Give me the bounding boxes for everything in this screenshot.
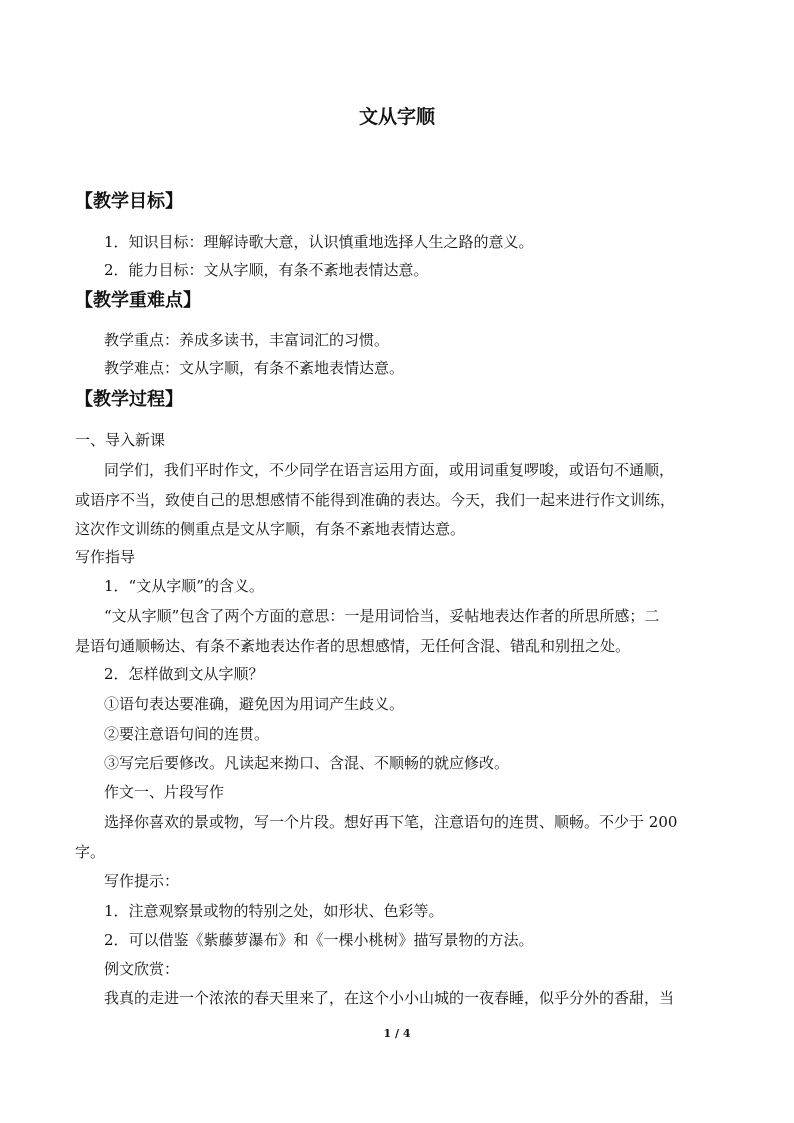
process-line: 写作提示： [104, 872, 180, 890]
process-line: “文从字顺”包含了两个方面的意思：一是用词恰当，妥帖地表达作者的所思所感；二 [104, 607, 660, 625]
process-line: ①语句表达要准确，避免因为用词产生歧义。 [104, 695, 405, 713]
section-heading-key-points: 【教学重难点】 [75, 290, 201, 311]
process-line: ②要注意语句间的连贯。 [104, 725, 270, 743]
key-point-item: 教学难点：文从字顺，有条不紊地表情达意。 [104, 359, 405, 377]
goal-item: 1．知识目标：理解诗歌大意，认识慎重地选择人生之路的意义。 [104, 233, 534, 251]
process-line: 选择你喜欢的景或物，写一个片段。想好再下笔，注意语句的连贯、顺畅。不少于 200 [104, 813, 678, 831]
process-line: 例文欣赏： [104, 960, 180, 978]
process-line: 或语序不当，致使自己的思想感情不能得到准确的表达。今天，我们一起来进行作文训练， [75, 491, 676, 509]
process-line: 1．“文从字顺”的含义。 [104, 577, 264, 595]
key-point-item: 教学重点：养成多读书，丰富词汇的习惯。 [104, 331, 390, 349]
process-line: 是语句通顺畅达、有条不紊地表达作者的思想感情，无任何含混、错乱和别扭之处。 [75, 637, 631, 655]
page-number: 1 / 4 [383, 1027, 411, 1040]
process-line: 我真的走进一个浓浓的春天里来了，在这个小小山城的一夜春睡，似乎分外的香甜，当 [104, 989, 675, 1007]
process-line: 2．可以借鉴《紫藤萝瀑布》和《一棵小桃树》描写景物的方法。 [104, 931, 534, 949]
process-line: 这次作文训练的侧重点是文从字顺，有条不紊地表情达意。 [75, 520, 466, 538]
process-line: 作文一、片段写作 [104, 783, 225, 801]
section-heading-goals: 【教学目标】 [75, 191, 183, 212]
process-line: 1．注意观察景或物的特别之处，如形状、色彩等。 [104, 902, 444, 920]
page-title: 文从字顺 [358, 106, 435, 128]
goal-item: 2．能力目标：文从字顺，有条不紊地表情达意。 [104, 261, 429, 279]
process-line: 一、导入新课 [75, 431, 166, 449]
process-line: 同学们，我们平时作文，不少同学在语言运用方面，或用词重复啰唆，或语句不通顺， [104, 461, 675, 479]
process-line: 写作指导 [75, 548, 136, 566]
section-heading-process: 【教学过程】 [75, 389, 183, 410]
process-line: 字。 [75, 843, 106, 861]
process-line: ③写完后要修改。凡读起来拗口、含混、不顺畅的就应修改。 [104, 754, 510, 772]
process-line: 2．怎样做到文从字顺？ [104, 665, 264, 683]
